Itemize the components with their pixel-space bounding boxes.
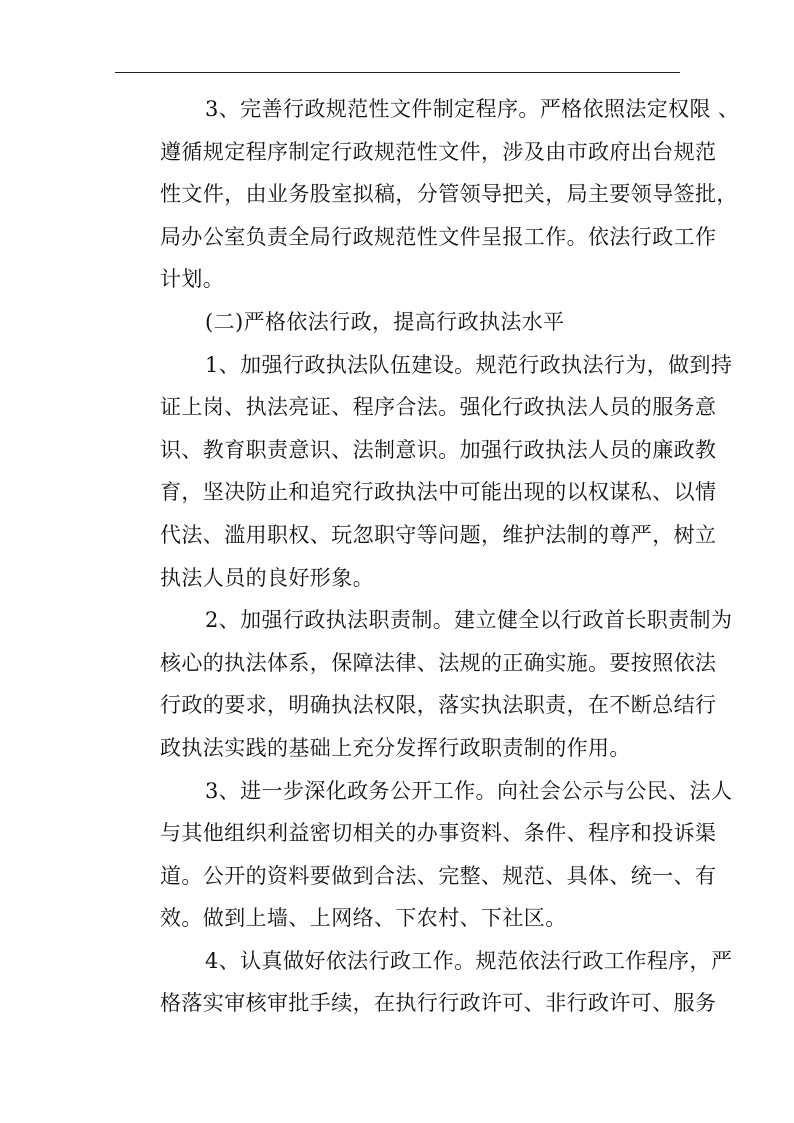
text-line: 计划。 [160, 267, 225, 292]
text-line: 2、加强行政执法职责制。建立健全以行政首长职责制为 [205, 608, 733, 633]
text-line: 3、完善行政规范性文件制定程序。严格依照法定权限 、 [205, 97, 740, 121]
text-line: 育，坚决防止和追究行政执法中可能出现的以权谋私、以情 [160, 480, 717, 505]
text-line: 核心的执法体系，保障法律、法规的正确实施。要按照依法 [160, 650, 717, 675]
text-line: 格落实审核审批手续，在执行行政许可、非行政许可、服务 [160, 991, 717, 1016]
text-line: 3、进一步深化政务公开工作。向社会公示与公民、法人 [205, 778, 733, 803]
paragraph-government-transparency [115, 770, 733, 940]
text-line: 证上岗、执法亮证、程序合法。强化行政执法人员的服务意 [160, 395, 717, 420]
paragraph-enforcement-team [115, 344, 733, 600]
paragraph-lawful-administration [115, 940, 733, 1025]
text-line: 执法人员的良好形象。 [160, 565, 374, 590]
text-line: 识、教育职责意识、法制意识。加强行政执法人员的廉政教 [160, 437, 717, 462]
text-line: 效。做到上墙、上网络、下农村、下社区。 [160, 906, 567, 931]
document-body [115, 88, 740, 1025]
paragraph-responsibility-system [115, 599, 733, 769]
paragraph-normative-documents [115, 88, 740, 301]
text-line: 1、加强行政执法队伍建设。规范行政执法行为，做到持 [205, 352, 733, 377]
text-line: 4、认真做好依法行政工作。规范依法行政工作程序，严 [205, 948, 733, 973]
text-line: 与其他组织利益密切相关的办事资料、条件、程序和投诉渠 [160, 821, 717, 846]
text-line: 行政的要求，明确执法权限，落实执法职责，在不断总结行 [160, 693, 717, 718]
section-heading [115, 301, 680, 344]
text-line: 道。公开的资料要做到合法、完整、规范、具体、统一、有 [160, 863, 717, 888]
text-line: 局办公室负责全局行政规范性文件呈报工作。依法行政工作 [160, 224, 717, 249]
text-line: 遵循规定程序制定行政规范性文件，涉及由市政府出台规范 [160, 139, 717, 164]
text-line: 性文件，由业务股室拟稿，分管领导把关，局主要领导签批， [160, 182, 738, 207]
text-line: 政执法实践的基础上充分发挥行政职责制的作用。 [160, 735, 631, 760]
text-line: 代法、滥用职权、玩忽职守等问题，维护法制的尊严，树立 [160, 522, 717, 547]
header-rule [115, 72, 680, 73]
section-heading-text: (二)严格依法行政，提高行政执法水平 [205, 309, 565, 334]
